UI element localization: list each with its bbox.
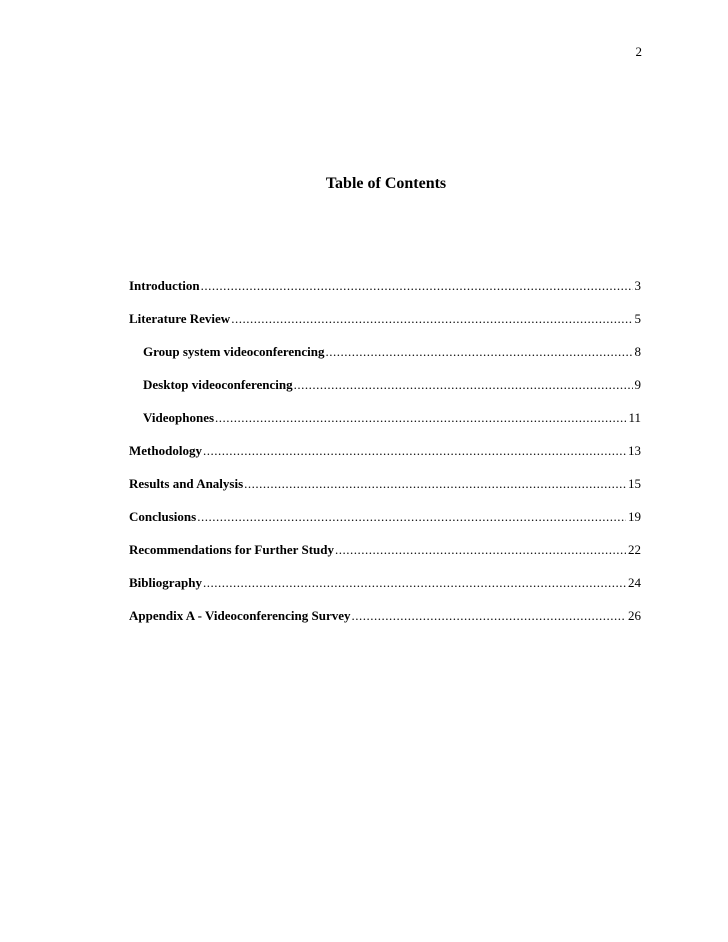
toc-entry-page: 26 xyxy=(628,608,641,623)
toc-entry-desktop-videoconferencing[interactable] xyxy=(129,377,641,410)
toc-entry-label: Methodology xyxy=(129,443,202,458)
toc-entry-page: 9 xyxy=(634,377,641,392)
toc-entry-bibliography[interactable] xyxy=(129,575,641,608)
toc-entry-label: Bibliography xyxy=(129,575,202,590)
toc-entry-label: Literature Review xyxy=(129,311,231,326)
toc-dot-leader xyxy=(294,377,633,393)
toc-entry-label: Conclusions xyxy=(129,509,197,524)
toc-dot-leader xyxy=(197,509,626,525)
toc-entry-results-and-analysis[interactable] xyxy=(129,476,641,509)
toc-entry-page: 15 xyxy=(628,476,641,491)
toc-entry-label: Group system videoconferencing xyxy=(143,344,325,359)
table-of-contents xyxy=(129,278,641,641)
toc-entry-literature-review[interactable] xyxy=(129,311,641,344)
toc-entry-page: 3 xyxy=(634,278,641,293)
toc-entry-page: 24 xyxy=(628,575,641,590)
toc-dot-leader xyxy=(231,311,632,327)
toc-entry-page: 22 xyxy=(628,542,641,557)
toc-dot-leader xyxy=(326,344,633,360)
toc-dot-leader xyxy=(201,278,633,294)
page-number: 2 xyxy=(635,44,642,59)
toc-entry-label: Appendix A - Videoconferencing Survey xyxy=(129,608,351,623)
toc-dot-leader xyxy=(352,608,626,624)
toc-entry-page: 5 xyxy=(634,311,641,326)
toc-entry-page: 13 xyxy=(628,443,641,458)
toc-entry-label: Recommendations for Further Study xyxy=(129,542,334,557)
toc-entry-label: Results and Analysis xyxy=(129,476,244,491)
toc-entry-videophones[interactable] xyxy=(129,410,641,443)
toc-dot-leader xyxy=(203,575,626,591)
toc-entry-page: 11 xyxy=(628,410,641,425)
toc-entry-introduction[interactable] xyxy=(129,278,641,311)
toc-entry-appendix-a[interactable] xyxy=(129,608,641,641)
toc-entry-page: 8 xyxy=(634,344,641,359)
toc-entry-label: Desktop videoconferencing xyxy=(143,377,293,392)
toc-entry-methodology[interactable] xyxy=(129,443,641,476)
toc-dot-leader xyxy=(244,476,626,492)
toc-dot-leader xyxy=(203,443,626,459)
toc-dot-leader xyxy=(215,410,626,426)
toc-entry-conclusions[interactable] xyxy=(129,509,641,542)
toc-dot-leader xyxy=(335,542,626,558)
toc-entry-page: 19 xyxy=(628,509,641,524)
toc-entry-label: Videophones xyxy=(143,410,215,425)
toc-entry-label: Introduction xyxy=(129,278,200,293)
toc-entry-recommendations[interactable] xyxy=(129,542,641,575)
toc-entry-group-system-videoconferencing[interactable] xyxy=(129,344,641,377)
page-title: Table of Contents xyxy=(325,175,447,192)
